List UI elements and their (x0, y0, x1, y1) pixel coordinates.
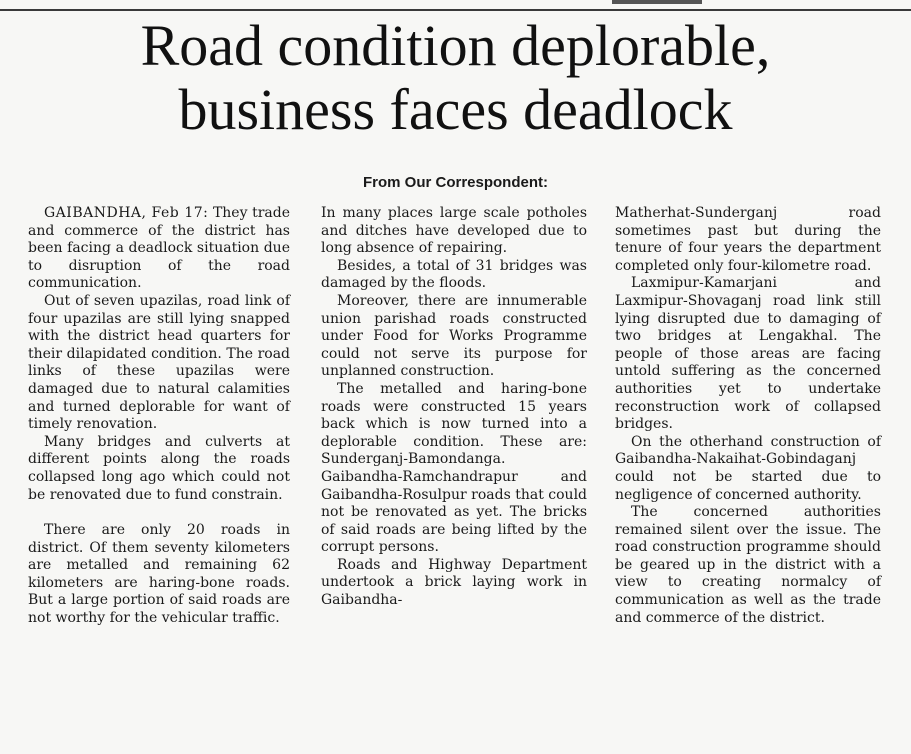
paragraph: Besides, a total of 31 bridges was damaged by the floods. (321, 257, 587, 292)
paragraph: Laxmipur-Kamarjani and Laxmipur-Shovaganj road link still lying disrupted due to damaging of two bridges at Lengakhal. The people of those areas are facing untold suffering as the concerned authorities yet to undertake reconstruction work of collapsed bridges. (615, 275, 881, 433)
article-column-2 (321, 205, 587, 610)
paragraph: On the otherhand construction of Gaibandha-Nakaihat-Gobindaganj could not be started due to negligence of concerned authority. (615, 433, 881, 503)
paragraph: The metalled and haring-bone roads were constructed 15 years back which is now turned into a deplorable condition. These are: Sunderganj-Bamondanga. Gaibandha-Ramchandrapur and Gaibandha-Rosulpur roads that could not be renovated as yet. The bricks of said roads are being lifted by the corrupt persons. (321, 380, 588, 556)
headline (0, 14, 911, 142)
headline-line-2: business faces deadlock (178, 77, 733, 142)
article-column-1 (28, 205, 290, 628)
paragraph: Moreover, there are innumerable union parishad roads constructed under Food for Works Programme could not serve its purpose for unplanned construction. (321, 292, 587, 380)
article-column-3 (615, 205, 881, 627)
paragraph: Many bridges and culverts at different points along the roads collapsed long ago which could not be renovated due to fund constrain. (28, 433, 290, 503)
paragraph (28, 205, 290, 293)
paragraph: In many places large scale potholes and ditches have developed due to long absence of repairing. (321, 205, 587, 257)
paragraph: Out of seven upazilas, road link of four upazilas are still lying snapped with the district head quarters for their dilapidated condition. The road links of these upazilas were damaged due to natural calamities and turned deplorable for want of timely renovation. (28, 292, 290, 433)
cut-off-text-fragment (612, 0, 702, 4)
top-rule (0, 0, 911, 11)
paragraph: There are only 20 roads in district. Of them seventy kilometers are metalled and remaining 62 kilometers are haring-bone roads. But a large portion of said roads are not worthy for the vehicular traffic. (28, 522, 290, 627)
dateline: GAIBANDHA, Feb 17: (44, 205, 209, 221)
headline-line-1: Road condition deplorable, (140, 13, 771, 78)
byline: From Our Correspondent: (362, 174, 548, 191)
paragraph-text: They trade and commerce of the district has been facing a deadlock situation due to disruption of the road communication. (28, 205, 290, 292)
paragraph: The concerned authorities remained silent over the issue. The road construction programme should be geared up in the district with a view to creating normalcy of communication as well as the trade and commerce of the district. (615, 504, 881, 626)
paragraph: Matherhat-Sunderganj road sometimes past but during the tenure of four years the department completed only four-kilometre road. (615, 205, 881, 274)
paragraph: Roads and Highway Department undertook a brick laying work in Gaibandha- (321, 556, 587, 609)
